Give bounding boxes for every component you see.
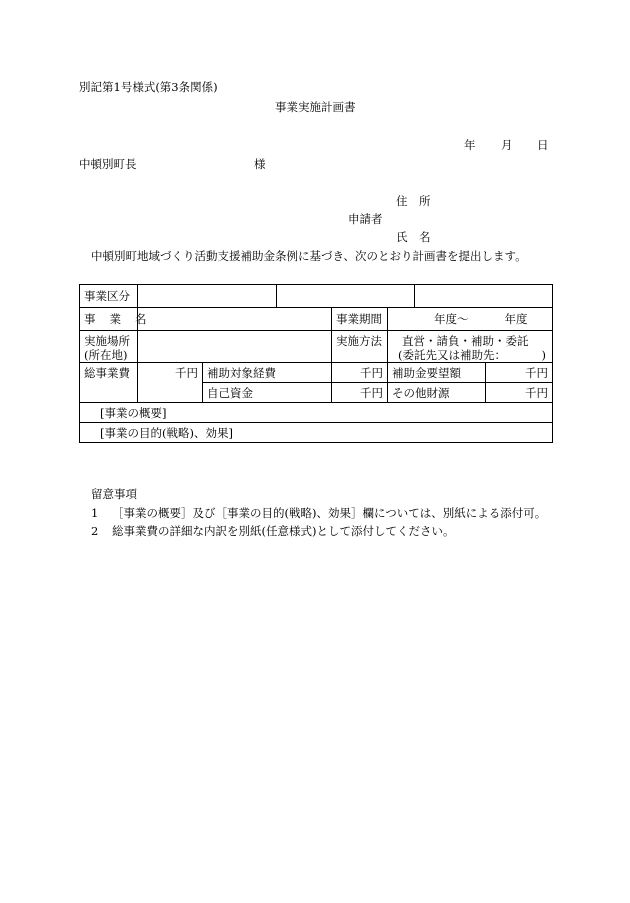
document-title: 事業実施計画書 xyxy=(275,100,356,114)
date-year: 年 xyxy=(464,138,476,152)
note-1-text: ［事業の概要］及び［事業の目的(戦略)、効果］欄については、別紙による添付可。 xyxy=(112,506,547,520)
notes-heading: 留意事項 xyxy=(91,487,137,501)
note-2-text: 総事業費の詳細な内訳を別紙(任意様式)として添付してください。 xyxy=(112,524,455,538)
total-cost-unit: 千円 xyxy=(175,366,198,380)
category-field-3[interactable] xyxy=(415,285,553,308)
own-funds-unit: 千円 xyxy=(360,385,383,400)
category-field-1[interactable] xyxy=(138,285,277,308)
subsidy-target-field[interactable] xyxy=(332,363,388,383)
location-label xyxy=(80,331,138,363)
own-funds-label: 自己資金 xyxy=(203,383,332,403)
location-label-line2: (所在地) xyxy=(84,348,128,362)
subsidy-target-label: 補助対象経費 xyxy=(203,363,332,383)
category-field-2[interactable] xyxy=(277,285,415,308)
method-label: 実施方法 xyxy=(332,331,388,363)
method-options: 直営・請負・補助・委託 xyxy=(402,334,529,348)
applicant-label: 申請者 xyxy=(348,212,383,226)
plan-form-table xyxy=(79,284,553,443)
other-funds-field[interactable] xyxy=(486,383,553,403)
note-2-number: 2 xyxy=(91,524,99,538)
intro-text: 中頓別町地域づくり活動支援補助金条例に基づき、次のとおり計画書を提出します。 xyxy=(91,249,527,263)
period-field[interactable] xyxy=(388,308,553,331)
note-1-number: 1 xyxy=(91,506,99,520)
row-project-name xyxy=(80,308,553,331)
total-cost-field[interactable] xyxy=(138,363,203,403)
project-name-field[interactable] xyxy=(138,308,332,331)
address-label: 住 所 xyxy=(396,194,431,208)
subsidy-request-label: 補助金要望額 xyxy=(388,363,486,383)
name-label: 氏 名 xyxy=(396,230,431,244)
purpose-label: [事業の目的(戦略)、効果] xyxy=(100,425,233,440)
row-overview xyxy=(80,403,553,423)
period-from: 年度～ xyxy=(434,312,469,326)
overview-field[interactable] xyxy=(80,403,553,423)
method-note-close: ) xyxy=(541,348,546,362)
period-label: 事業期間 xyxy=(332,308,388,331)
other-funds-unit: 千円 xyxy=(525,385,548,400)
addressee: 中頓別町長 xyxy=(79,157,137,171)
form-number: 別記第1号様式(第3条関係) xyxy=(79,80,218,94)
method-note xyxy=(392,348,548,362)
purpose-field[interactable] xyxy=(80,423,553,443)
row-purpose xyxy=(80,423,553,443)
row-category xyxy=(80,285,553,308)
period-to: 年度 xyxy=(504,312,528,326)
own-funds-field[interactable] xyxy=(332,383,388,403)
date-month: 月 xyxy=(501,138,513,152)
row-costs-1 xyxy=(80,363,553,383)
row-location xyxy=(80,331,553,363)
location-label-line1: 実施場所 xyxy=(84,334,130,348)
total-cost-label: 総事業費 xyxy=(80,363,138,403)
method-field[interactable] xyxy=(388,331,553,363)
other-funds-label: その他財源 xyxy=(388,383,486,403)
honorific: 様 xyxy=(254,157,266,171)
overview-label: [事業の概要] xyxy=(100,405,167,420)
date-day: 日 xyxy=(537,138,549,152)
subsidy-request-field[interactable] xyxy=(486,363,553,383)
category-label: 事業区分 xyxy=(80,285,138,308)
project-name-label: 事 業 名 xyxy=(80,308,138,331)
subsidy-target-unit: 千円 xyxy=(360,365,383,380)
subsidy-request-unit: 千円 xyxy=(525,365,548,380)
method-note-open: (委託先又は補助先： xyxy=(398,348,506,362)
location-field[interactable] xyxy=(138,331,332,363)
